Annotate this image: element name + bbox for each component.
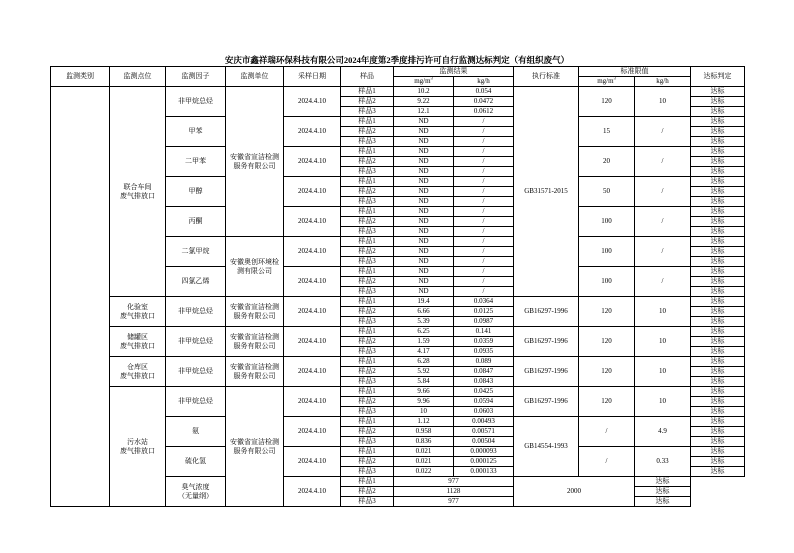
mg-value-cell: 1.12: [394, 417, 454, 427]
factor-cell: 四氯乙烯: [166, 267, 226, 297]
kg-value-cell: /: [454, 177, 514, 187]
pass-badge: 达标: [691, 397, 745, 407]
sample-cell: 样品3: [341, 377, 394, 387]
mg-value-cell: ND: [394, 207, 454, 217]
pass-badge: 达标: [691, 177, 745, 187]
mg-value-cell: ND: [394, 287, 454, 297]
kg-value-cell: 0.0987: [454, 317, 514, 327]
limit-mg-cell: 100: [579, 237, 635, 267]
sample-cell: 样品3: [341, 197, 394, 207]
kg-value-cell: /: [454, 147, 514, 157]
odor-value-cell: 1128: [394, 487, 514, 497]
factor-cell: 臭气浓度 （无量纲）: [166, 477, 226, 507]
pass-badge: 达标: [691, 257, 745, 267]
sample-cell: 样品1: [341, 297, 394, 307]
kg-value-cell: /: [454, 247, 514, 257]
limit-mg-cell: 120: [579, 327, 635, 357]
limit-mg-cell: 120: [579, 387, 635, 417]
pass-badge: 达标: [691, 227, 745, 237]
header-point: 监测点位: [110, 67, 166, 87]
date-cell: 2024.4.10: [284, 87, 341, 117]
factor-cell: 硫化氢: [166, 447, 226, 477]
unit-cell: 安徽省宣洁检测 服务有限公司: [226, 387, 284, 507]
mg-value-cell: ND: [394, 267, 454, 277]
table-row: [51, 387, 745, 397]
unit-cell: 安徽省宣洁检测 服务有限公司: [226, 297, 284, 327]
sample-cell: 样品2: [341, 97, 394, 107]
sample-cell: 样品3: [341, 167, 394, 177]
sample-cell: 样品3: [341, 407, 394, 417]
limit-mg-cell: 120: [579, 297, 635, 327]
sample-cell: 样品2: [341, 277, 394, 287]
date-cell: 2024.4.10: [284, 117, 341, 147]
limit-mg-cell: 15: [579, 117, 635, 147]
sample-cell: 样品2: [341, 157, 394, 167]
factor-cell: 非甲烷总烃: [166, 357, 226, 387]
date-cell: 2024.4.10: [284, 387, 341, 417]
pass-badge: 达标: [691, 107, 745, 117]
header-sample: 样品: [341, 67, 394, 87]
header-unit: 监测单位: [226, 67, 284, 87]
mg-value-cell: 0.958: [394, 427, 454, 437]
category-cell: [51, 87, 110, 507]
header-result: 监测结果: [394, 67, 514, 77]
mg-value-cell: 12.1: [394, 107, 454, 117]
mg-value-cell: 10.2: [394, 87, 454, 97]
sample-cell: 样品2: [341, 217, 394, 227]
date-cell: 2024.4.10: [284, 207, 341, 237]
mg-value-cell: ND: [394, 147, 454, 157]
factor-cell: 非甲烷总烃: [166, 387, 226, 417]
factor-cell: 非甲烷总烃: [166, 87, 226, 117]
kg-value-cell: /: [454, 137, 514, 147]
point-cell: 储罐区 废气排放口: [110, 327, 166, 357]
pass-badge: 达标: [691, 247, 745, 257]
sample-cell: 样品3: [341, 347, 394, 357]
pass-badge: 达标: [635, 477, 691, 487]
pass-badge: 达标: [691, 277, 745, 287]
kg-value-cell: 0.0425: [454, 387, 514, 397]
kg-value-cell: /: [454, 187, 514, 197]
date-cell: 2024.4.10: [284, 237, 341, 267]
sample-cell: 样品1: [341, 117, 394, 127]
kg-value-cell: 0.089: [454, 357, 514, 367]
limit-mg-cell: 20: [579, 147, 635, 177]
sample-cell: 样品1: [341, 237, 394, 247]
mg-value-cell: 4.17: [394, 347, 454, 357]
kg-value-cell: 0.00493: [454, 417, 514, 427]
header-factor: 监测因子: [166, 67, 226, 87]
limit-kg-cell: 0.33: [635, 447, 691, 477]
sample-cell: 样品3: [341, 257, 394, 267]
odor-value-cell: 977: [394, 497, 514, 507]
mg-value-cell: ND: [394, 167, 454, 177]
standard-cell: GB16297-1996: [514, 357, 579, 387]
kg-value-cell: 0.000125: [454, 457, 514, 467]
kg-value-cell: 0.000133: [454, 467, 514, 477]
point-cell: 化验室 废气排放口: [110, 297, 166, 327]
pass-badge: 达标: [691, 327, 745, 337]
kg-value-cell: /: [454, 277, 514, 287]
limit-mg-cell: 120: [579, 357, 635, 387]
date-cell: 2024.4.10: [284, 327, 341, 357]
table-body: [51, 87, 745, 507]
limit-kg-cell: /: [635, 267, 691, 297]
limit-kg-cell: /: [635, 117, 691, 147]
pass-badge: 达标: [691, 127, 745, 137]
kg-value-cell: 0.0612: [454, 107, 514, 117]
limit-kg-cell: 4.9: [635, 417, 691, 447]
mg-value-cell: 0.022: [394, 467, 454, 477]
kg-value-cell: 0.0472: [454, 97, 514, 107]
pass-badge: 达标: [691, 317, 745, 327]
pass-badge: 达标: [691, 447, 745, 457]
mg-value-cell: 6.28: [394, 357, 454, 367]
pass-badge: 达标: [691, 467, 745, 477]
mg-value-cell: ND: [394, 177, 454, 187]
sample-cell: 样品2: [341, 487, 394, 497]
pass-badge: 达标: [635, 487, 691, 497]
pass-badge: 达标: [691, 377, 745, 387]
mg-value-cell: 10: [394, 407, 454, 417]
header-limit-mg: $mg/m^3$: [579, 77, 635, 87]
sample-cell: 样品2: [341, 367, 394, 377]
mg-value-cell: ND: [394, 157, 454, 167]
header-result-mg: $mg/m^3$: [394, 77, 454, 87]
mg-value-cell: 0.021: [394, 457, 454, 467]
kg-value-cell: /: [454, 237, 514, 247]
pass-badge: 达标: [691, 267, 745, 277]
mg-value-cell: ND: [394, 217, 454, 227]
limit-kg-cell: 10: [635, 357, 691, 387]
pass-badge: 达标: [691, 357, 745, 367]
pass-badge: 达标: [691, 187, 745, 197]
pass-badge: 达标: [691, 167, 745, 177]
kg-value-cell: 0.0594: [454, 397, 514, 407]
pass-badge: 达标: [691, 217, 745, 227]
header-category: 监测类别: [51, 67, 110, 87]
limit-kg-cell: 10: [635, 297, 691, 327]
header-limit-kgh: kg/h: [635, 77, 691, 87]
limit-mg-cell: 50: [579, 177, 635, 207]
sample-cell: 样品2: [341, 337, 394, 347]
mg-value-cell: 9.96: [394, 397, 454, 407]
kg-value-cell: 0.0364: [454, 297, 514, 307]
sample-cell: 样品1: [341, 87, 394, 97]
header-standard: 执行标准: [514, 67, 579, 87]
header-date: 采样日期: [284, 67, 341, 87]
pass-badge: 达标: [691, 287, 745, 297]
pass-badge: 达标: [691, 117, 745, 127]
point-cell: 仓库区 废气排放口: [110, 357, 166, 387]
limit-kg-cell: 10: [635, 387, 691, 417]
pass-badge: 达标: [691, 307, 745, 317]
sample-cell: 样品1: [341, 327, 394, 337]
mg-value-cell: 5.84: [394, 377, 454, 387]
kg-value-cell: 0.00571: [454, 427, 514, 437]
kg-value-cell: /: [454, 117, 514, 127]
mg-value-cell: ND: [394, 277, 454, 287]
mg-value-cell: 5.39: [394, 317, 454, 327]
mg-value-cell: ND: [394, 247, 454, 257]
sample-cell: 样品1: [341, 267, 394, 277]
table-row: [51, 357, 745, 367]
standard-cell: GB16297-1996: [514, 387, 579, 417]
pass-badge: 达标: [635, 497, 691, 507]
mg-value-cell: ND: [394, 137, 454, 147]
sample-cell: 样品1: [341, 417, 394, 427]
mg-value-cell: ND: [394, 187, 454, 197]
kg-value-cell: 0.054: [454, 87, 514, 97]
kg-value-cell: 0.0603: [454, 407, 514, 417]
pass-badge: 达标: [691, 387, 745, 397]
sample-cell: 样品1: [341, 447, 394, 457]
sample-cell: 样品1: [341, 477, 394, 487]
table-row: [51, 87, 745, 97]
mg-value-cell: 19.4: [394, 297, 454, 307]
standard-cell: GB16297-1996: [514, 297, 579, 327]
pass-badge: 达标: [691, 297, 745, 307]
kg-value-cell: /: [454, 227, 514, 237]
kg-value-cell: /: [454, 257, 514, 267]
kg-value-cell: 0.141: [454, 327, 514, 337]
factor-cell: 二氯甲烷: [166, 237, 226, 267]
limit-mg-cell: /: [579, 417, 635, 447]
pass-badge: 达标: [691, 457, 745, 467]
kg-value-cell: 0.00504: [454, 437, 514, 447]
header-result-kgh: kg/h: [454, 77, 514, 87]
date-cell: 2024.4.10: [284, 147, 341, 177]
kg-value-cell: 0.0125: [454, 307, 514, 317]
pass-badge: 达标: [691, 427, 745, 437]
pass-badge: 达标: [691, 137, 745, 147]
kg-value-cell: 0.000093: [454, 447, 514, 457]
factor-cell: 甲醇: [166, 177, 226, 207]
standard-cell: GB31571-2015: [514, 87, 579, 297]
sample-cell: 样品3: [341, 107, 394, 117]
kg-value-cell: /: [454, 207, 514, 217]
unit-cell: 安徽省宣洁检测 服务有限公司: [226, 357, 284, 387]
factor-cell: 非甲烷总烃: [166, 327, 226, 357]
factor-cell: 氨: [166, 417, 226, 447]
report-title: 安庆市鑫祥瑞环保科技有限公司2024年度第2季度排污许可自行监测达标判定（有组织废气）: [224, 55, 570, 65]
kg-value-cell: 0.0843: [454, 377, 514, 387]
kg-value-cell: /: [454, 197, 514, 207]
table-row: [51, 297, 745, 307]
sample-cell: 样品1: [341, 147, 394, 157]
pass-badge: 达标: [691, 207, 745, 217]
mg-value-cell: 6.25: [394, 327, 454, 337]
pass-badge: 达标: [691, 87, 745, 97]
limit-odor-cell: 2000: [514, 477, 635, 507]
date-cell: 2024.4.10: [284, 417, 341, 447]
mg-value-cell: 6.66: [394, 307, 454, 317]
sample-cell: 样品3: [341, 227, 394, 237]
sample-cell: 样品3: [341, 437, 394, 447]
kg-value-cell: /: [454, 167, 514, 177]
mg-value-cell: ND: [394, 227, 454, 237]
kg-value-cell: /: [454, 157, 514, 167]
sample-cell: 样品3: [341, 287, 394, 297]
sample-cell: 样品3: [341, 137, 394, 147]
kg-value-cell: 0.0359: [454, 337, 514, 347]
kg-value-cell: /: [454, 287, 514, 297]
limit-kg-cell: /: [635, 177, 691, 207]
kg-value-cell: 0.0935: [454, 347, 514, 357]
kg-value-cell: 0.0847: [454, 367, 514, 377]
date-cell: 2024.4.10: [284, 297, 341, 327]
pass-badge: 达标: [691, 337, 745, 347]
header-limit: 标准限值: [579, 67, 691, 77]
standard-cell: GB16297-1996: [514, 327, 579, 357]
limit-mg-cell: /: [579, 447, 635, 477]
kg-value-cell: /: [454, 217, 514, 227]
pass-badge: 达标: [691, 367, 745, 377]
sample-cell: 样品2: [341, 187, 394, 197]
limit-mg-cell: 120: [579, 87, 635, 117]
limit-mg-cell: 100: [579, 267, 635, 297]
mg-value-cell: 5.92: [394, 367, 454, 377]
mg-value-cell: ND: [394, 197, 454, 207]
mg-value-cell: 9.66: [394, 387, 454, 397]
point-cell: 联合车间 废气排放口: [110, 87, 166, 297]
pass-badge: 达标: [691, 97, 745, 107]
sample-cell: 样品1: [341, 177, 394, 187]
unit-cell: 安徽奥创环境检 测有限公司: [226, 237, 284, 297]
date-cell: 2024.4.10: [284, 447, 341, 477]
monitoring-table: [50, 66, 745, 507]
factor-cell: 非甲烷总烃: [166, 297, 226, 327]
table-row: [51, 327, 745, 337]
pass-badge: 达标: [691, 237, 745, 247]
pass-badge: 达标: [691, 347, 745, 357]
unit-cell: 安徽省宣洁检测 服务有限公司: [226, 87, 284, 237]
pass-badge: 达标: [691, 157, 745, 167]
factor-cell: 二甲苯: [166, 147, 226, 177]
date-cell: 2024.4.10: [284, 357, 341, 387]
pass-badge: 达标: [691, 417, 745, 427]
sample-cell: 样品2: [341, 127, 394, 137]
unit-cell: 安徽省宣洁检测 服务有限公司: [226, 327, 284, 357]
sample-cell: 样品1: [341, 207, 394, 217]
point-cell: 污水站 废气排放口: [110, 387, 166, 507]
sample-cell: 样品2: [341, 307, 394, 317]
date-cell: 2024.4.10: [284, 477, 341, 507]
sample-cell: 样品3: [341, 467, 394, 477]
date-cell: 2024.4.10: [284, 177, 341, 207]
header-judge: 达标判定: [691, 67, 745, 87]
limit-kg-cell: /: [635, 147, 691, 177]
mg-value-cell: 0.836: [394, 437, 454, 447]
sample-cell: 样品2: [341, 397, 394, 407]
limit-mg-cell: 100: [579, 207, 635, 237]
limit-kg-cell: 10: [635, 327, 691, 357]
sample-cell: 样品1: [341, 387, 394, 397]
pass-badge: 达标: [691, 197, 745, 207]
factor-cell: 丙酮: [166, 207, 226, 237]
sample-cell: 样品2: [341, 427, 394, 437]
date-cell: 2024.4.10: [284, 267, 341, 297]
sample-cell: 样品1: [341, 357, 394, 367]
mg-value-cell: ND: [394, 117, 454, 127]
pass-badge: 达标: [691, 147, 745, 157]
mg-value-cell: 9.22: [394, 97, 454, 107]
sample-cell: 样品3: [341, 497, 394, 507]
sample-cell: 样品3: [341, 317, 394, 327]
mg-value-cell: ND: [394, 257, 454, 267]
odor-value-cell: 977: [394, 477, 514, 487]
factor-cell: 甲苯: [166, 117, 226, 147]
mg-value-cell: 1.59: [394, 337, 454, 347]
mg-value-cell: 0.021: [394, 447, 454, 457]
sample-cell: 样品2: [341, 457, 394, 467]
mg-value-cell: ND: [394, 237, 454, 247]
pass-badge: 达标: [691, 407, 745, 417]
sample-cell: 样品2: [341, 247, 394, 257]
kg-value-cell: /: [454, 267, 514, 277]
pass-badge: 达标: [691, 437, 745, 447]
standard-cell: GB14554-1993: [514, 417, 579, 477]
mg-value-cell: ND: [394, 127, 454, 137]
limit-kg-cell: /: [635, 207, 691, 237]
kg-value-cell: /: [454, 127, 514, 137]
limit-kg-cell: 10: [635, 87, 691, 117]
limit-kg-cell: /: [635, 237, 691, 267]
